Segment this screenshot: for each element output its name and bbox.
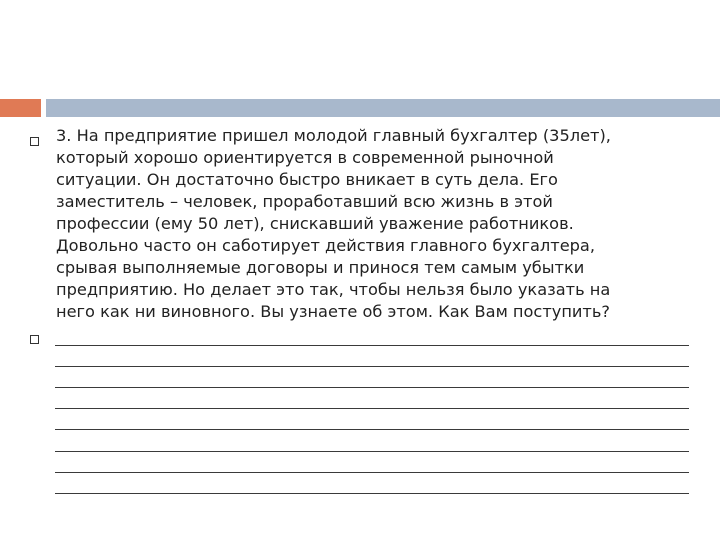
- bullet-square-icon: [30, 137, 39, 146]
- answer-line: [55, 345, 689, 346]
- header-bar: [46, 99, 720, 117]
- answer-line: [55, 451, 689, 452]
- task-text: 3. На предприятие пришел молодой главный бухгалтер (35лет), который хорошо ориентируется в современной рыночной ситуации. Он достаточно быстро вникает в суть дела. Его заместитель – человек, проработавший всю жизнь в этой профессии (ему 50 лет), снискавший уважение работников. Довольно часто он саботирует действия главного бухгалтера, срывая выполняемые договоры и принося тем самым убытки предприятию. Но делает это так, чтобы нельзя было указать на него как ни виновного. Вы узнаете об этом. Как Вам поступить?: [56, 126, 611, 321]
- answer-line: [55, 429, 689, 430]
- answer-line: [55, 493, 689, 494]
- answer-line: [55, 387, 689, 388]
- accent-bar: [0, 99, 41, 117]
- answer-line: [55, 408, 689, 409]
- bullet-square-icon: [30, 335, 39, 344]
- answer-line: [55, 472, 689, 473]
- answer-lines: [55, 325, 689, 515]
- answer-line: [55, 366, 689, 367]
